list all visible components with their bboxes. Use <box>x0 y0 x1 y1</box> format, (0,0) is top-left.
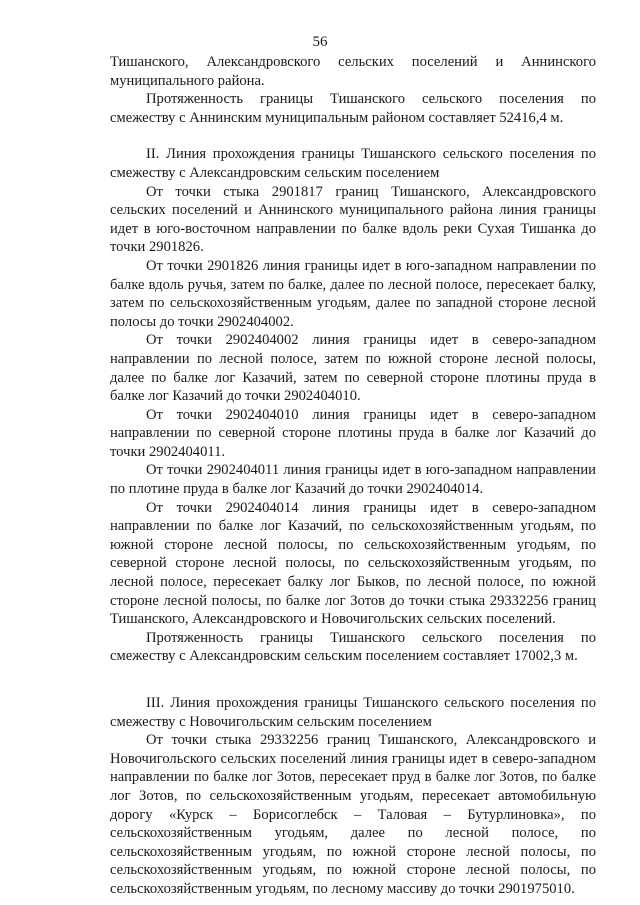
paragraph-point-2902404011: От точки 2902404011 линия границы идет в юго-западном направлении по плотине пруда в балке лог Казачий до точки 2902404014. <box>110 462 596 498</box>
section-heading-iii: III. Линия прохождения границы Тишанского сельского поселения по смежеству с Новочигольским сельским поселением <box>110 695 596 730</box>
paragraph-point-2902404002: От точки 2902404002 линия границы идет в северо-западном направлении по лесной полосе, затем по южной стороне лесной полосы, далее по балке лог Казачий, затем по северной стороне плотины пруда в балке лог Казачий до точки 2902404010. <box>110 332 596 405</box>
section-heading-ii: II. Линия прохождения границы Тишанского сельского поселения по смежеству с Александровским сельским поселением <box>110 146 596 181</box>
paragraph-length-alexandrovskoe: Протяженность границы Тишанского сельского поселения по смежеству с Александровским сельским поселением составляет 17002,3 м. <box>110 629 596 665</box>
page-number: 56 <box>312 34 328 50</box>
paragraph-point-2902404014: От точки 2902404014 линия границы идет в северо-западном направлении по балке лог Казачий, по сельскохозяйственным угодьям, по южной стороне лесной полосы, по сельскохозяйственным угодьям, по северной стороне лесной полосы, по сельскохозяйственным угодьям, по лесной полосе, пересекает балку лог Быков, по лесной полосе, по южной стороне лесной полосы, по балке лог Зотов до точки стыка 29332256 границ Тишанского, Александровского и Новочигольских сельских поселений. <box>110 499 596 628</box>
paragraph-continuation: Тишанского, Александровского сельских поселений и Аннинского муниципального района. <box>110 54 596 89</box>
paragraph-point-2901826: От точки 2901826 линия границы идет в юго-западном направлении по балке вдоль ручья, затем по балке, далее по лесной полосе, пересекает балку, затем по сельскохозяйственным угодьям, далее по западной стороне лесной полосы до точки 2902404002. <box>110 257 596 330</box>
paragraph-point-2901817: От точки стыка 2901817 границ Тишанского, Александровского сельских поселений и Аннинского муниципального района линия границы идет в юго-восточном направлении по балке вдоль реки Сухая Тишанка до точки 2901826. <box>110 183 596 256</box>
paragraph-point-29332256: От точки стыка 29332256 границ Тишанского, Александровского и Новочигольского сельских поселений линия границы идет в северо-западном направлении по балке лог Зотов, пересекает пруд в балке лог Зотов, по балке лог Зотов, по сельскохозяйственным угодьям, пересекает автомобильную дорогу «Курск – Борисоглебск – Таловая – Бутурлиновка», по сельскохозяйственным угодьям, далее по лесной полосе, по сельскохозяйственным угодьям, по южной стороне лесной полосы, по сельскохозяйственным угодьям, по южной стороне лесной полосы, по сельскохозяйственным угодьям, по лесному массиву до точки 2901975010. <box>110 732 596 897</box>
document-body <box>110 53 596 899</box>
paragraph-length-annino: Протяженность границы Тишанского сельского поселения по смежеству с Аннинским муниципальным районом составляет 52416,4 м. <box>110 91 596 126</box>
paragraph-point-2902404010: От точки 2902404010 линия границы идет в северо-западном направлении по северной стороне плотины пруда в балке лог Казачий до точки 2902404011. <box>110 406 596 460</box>
